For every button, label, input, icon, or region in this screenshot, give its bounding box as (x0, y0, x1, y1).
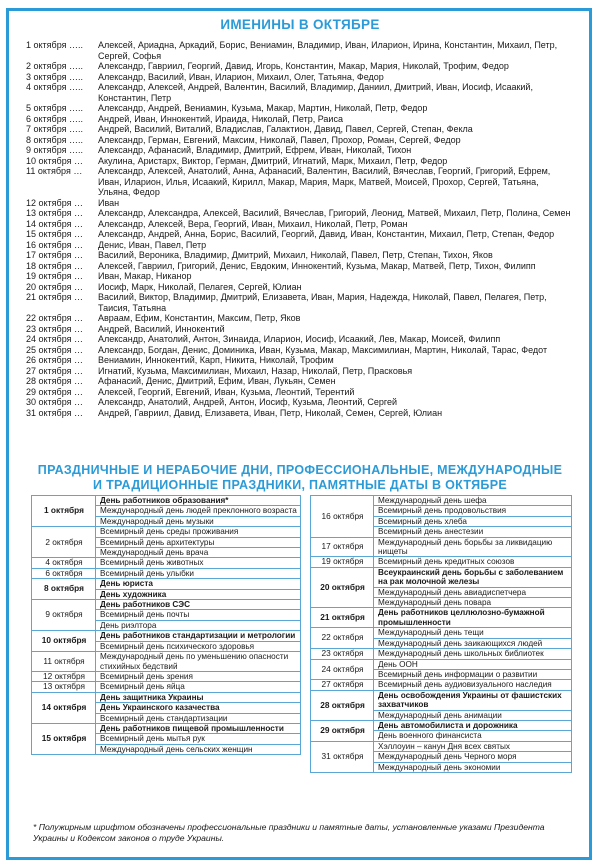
nameday-names: Александр, Богдан, Денис, Доминика, Иван, Кузьма, Макар, Максимилиан, Мартин, Николай, Тарас, Федот (98, 344, 548, 355)
nameday-row (26, 376, 571, 387)
nameday-date: 19 октября … (26, 271, 83, 281)
holiday-row (311, 537, 572, 557)
nameday-date: 7 октября ….. (26, 124, 83, 134)
holidays-table-left (31, 495, 301, 755)
holiday-date: 21 октября (311, 608, 374, 628)
holiday-date: 23 октября (311, 649, 374, 659)
namedays-list (26, 40, 571, 418)
nameday-row (26, 82, 571, 103)
holiday-name: День ООН (374, 659, 572, 669)
nameday-date: 26 октября … (26, 355, 83, 365)
holiday-name: Международный день заикающихся людей (374, 638, 572, 648)
nameday-row (26, 408, 571, 419)
nameday-row (26, 166, 571, 198)
holiday-name: Международный день сельских женщин (96, 744, 301, 754)
holiday-name: Всемирный день информации о развитии (374, 669, 572, 679)
holiday-date: 14 октября (32, 692, 96, 723)
holiday-date: 11 октября (32, 652, 96, 672)
nameday-date: 18 октября … (26, 260, 83, 271)
holiday-name: День риэлтора (96, 620, 301, 630)
nameday-date: 6 октября ….. (26, 113, 83, 124)
holiday-date: 8 октября (32, 579, 96, 600)
nameday-names: Андрей, Василий, Иннокентий (98, 323, 225, 334)
holiday-name: Международный день анимации (374, 710, 572, 720)
holiday-date: 9 октября (32, 600, 96, 631)
holidays-table-right (310, 495, 572, 773)
nameday-row (26, 240, 571, 251)
nameday-row (26, 292, 571, 313)
holiday-name: Международный день по уменьшению опасности стихийных бедствий (96, 652, 301, 672)
holidays-title (0, 463, 600, 493)
holiday-name: Международный день Черного моря (374, 752, 572, 762)
nameday-date: 27 октября … (26, 365, 83, 376)
nameday-row (26, 229, 571, 240)
holiday-name: День работников целлюлозно-бумажной промышленности (374, 608, 572, 628)
nameday-date: 11 октября … (26, 166, 83, 176)
holiday-name: Всемирный день почты (96, 610, 301, 620)
nameday-date: 1 октября ….. (26, 40, 83, 50)
nameday-names: Александр, Анатолий, Андрей, Антон, Иосиф, Кузьма, Леонтий, Сергей (98, 397, 398, 407)
holiday-row (32, 671, 301, 681)
holiday-date: 4 октября (32, 558, 96, 568)
nameday-row (26, 397, 571, 408)
holiday-name: Международный день авиадиспетчера (374, 587, 572, 597)
holiday-name: День работников СЭС (96, 600, 301, 610)
nameday-row (26, 345, 571, 356)
nameday-names: Алексей, Георгий, Евгений, Иван, Кузьма, Леонтий, Терентий (98, 386, 355, 397)
holiday-row (311, 659, 572, 669)
nameday-date: 13 октября … (26, 208, 83, 218)
holiday-row (311, 628, 572, 638)
holiday-date: 19 октября (311, 557, 374, 567)
holiday-name: Международный день борьбы за ликвидацию нищеты (374, 537, 572, 557)
nameday-row (26, 208, 571, 219)
holiday-name: Всемирный день среды проживания (96, 527, 301, 537)
nameday-date: 31 октября … (26, 407, 83, 418)
nameday-names: Александр, Андрей, Вениамин, Кузьма, Макар, Мартин, Николай, Петр, Федор (98, 103, 428, 113)
nameday-names: Александр, Василий, Иван, Иларион, Михаил, Олег, Татьяна, Федор (98, 71, 384, 82)
holiday-name: Всемирный день зрения (96, 671, 301, 681)
nameday-row (26, 366, 571, 377)
nameday-date: 15 октября … (26, 229, 83, 239)
nameday-names: Андрей, Гавриил, Давид, Елизавета, Иван, Петр, Николай, Семен, Сергей, Юлиан (98, 407, 443, 418)
holiday-row (311, 680, 572, 690)
holidays-title-line-2: И ТРАДИЦИОННЫЕ ПРАЗДНИКИ, ПАМЯТНЫЕ ДАТЫ В ОКТЯБРЕ (93, 478, 507, 492)
nameday-date: 10 октября … (26, 155, 83, 166)
holiday-name: Международный день шефа (374, 496, 572, 506)
holiday-name: День работников стандартизации и метрологии (96, 631, 301, 641)
nameday-names: Андрей, Иван, Иннокентий, Ираида, Николай, Петр, Раиса (98, 113, 343, 124)
footnote: * Полужирным шрифтом обозначены профессиональные праздники и памятные даты, установленные указами Президента Украины и Кодексом законов о труде Украины. (33, 822, 545, 843)
holiday-name: День автомобилиста и дорожника (374, 720, 572, 730)
holiday-name: День Украинского казачества (96, 703, 301, 713)
holiday-name: Всемирный день кредитных союзов (374, 557, 572, 567)
holiday-date: 22 октября (311, 628, 374, 649)
holiday-row (311, 690, 572, 710)
holiday-name: Всемирный день улыбки (96, 568, 301, 578)
holiday-row (32, 682, 301, 692)
nameday-row (26, 219, 571, 230)
nameday-names: Иосиф, Марк, Николай, Пелагея, Сергей, Юлиан (98, 281, 302, 292)
holiday-row (32, 723, 301, 733)
nameday-names: Афанасий, Денис, Дмитрий, Ефим, Иван, Лукьян, Семен (98, 376, 336, 386)
holiday-name: Международный день тещи (374, 628, 572, 638)
holiday-name: Всемирный день хлеба (374, 516, 572, 526)
nameday-row (26, 156, 571, 167)
nameday-names: Иван (98, 197, 120, 208)
nameday-date: 17 октября … (26, 250, 83, 260)
nameday-date: 5 октября ….. (26, 103, 83, 113)
nameday-row (26, 145, 571, 156)
nameday-names: Александр, Анатолий, Антон, Зинаида, Иларион, Иосиф, Исаакий, Лев, Макар, Моисей, Филипп (98, 334, 501, 344)
holiday-name: День работников пищевой промышленности (96, 723, 301, 733)
nameday-names: Василий, Виктор, Владимир, Дмитрий, Елизавета, Иван, Мария, Надежда, Николай, Павел, Пелагея, Петр, Таисия, Татьяна (98, 292, 547, 313)
holiday-name: Международный день экономии (374, 762, 572, 772)
nameday-names: Василий, Вероника, Владимир, Дмитрий, Михаил, Николай, Павел, Петр, Степан, Тихон, Яков (98, 250, 493, 260)
nameday-names: Алексей, Гавриил, Григорий, Денис, Евдоким, Иннокентий, Кузьма, Макар, Матвей, Петр, Тихон, Филипп (98, 260, 536, 271)
holiday-name: Всемирный день животных (96, 558, 301, 568)
holiday-name: Всемирный день стандартизации (96, 713, 301, 723)
holiday-row (32, 527, 301, 537)
holiday-name: Всемирный день продовольствия (374, 506, 572, 516)
holiday-name: Всеукраинский день борьбы с заболеванием на рак молочной железы (374, 567, 572, 587)
holiday-name: Всемирный день архитектуры (96, 537, 301, 547)
nameday-date: 21 октября … (26, 292, 83, 302)
holidays-title-line-1: ПРАЗДНИЧНЫЕ И НЕРАБОЧИЕ ДНИ, ПРОФЕССИОНАЛЬНЫЕ, МЕЖДУНАРОДНЫЕ (37, 463, 563, 477)
holiday-row (32, 631, 301, 641)
holiday-date: 16 октября (311, 496, 374, 538)
nameday-names: Денис, Иван, Павел, Петр (98, 239, 207, 250)
holiday-row (32, 652, 301, 672)
nameday-date: 30 октября … (26, 397, 83, 407)
holiday-name: Международный день школьных библиотек (374, 649, 572, 659)
holiday-date: 13 октября (32, 682, 96, 692)
nameday-row (26, 124, 571, 135)
nameday-date: 29 октября … (26, 386, 83, 397)
holiday-name: День юриста (96, 579, 301, 589)
nameday-date: 14 октября … (26, 218, 83, 229)
holiday-row (32, 568, 301, 578)
holiday-name: День художника (96, 589, 301, 599)
holiday-date: 27 октября (311, 680, 374, 690)
holiday-date: 12 октября (32, 671, 96, 681)
nameday-names: Вениамин, Иннокентий, Карп, Никита, Николай, Трофим (98, 355, 334, 365)
nameday-date: 25 октября … (26, 344, 83, 355)
holiday-date: 17 октября (311, 537, 374, 557)
holiday-row (311, 608, 572, 628)
nameday-names: Александр, Герман, Евгений, Максим, Николай, Павел, Прохор, Роман, Сергей, Федор (98, 134, 461, 145)
nameday-names: Александр, Алексей, Вера, Георгий, Иван, Михаил, Николай, Петр, Роман (98, 218, 408, 229)
nameday-names: Александр, Гавриил, Георгий, Давид, Игорь, Константин, Макар, Мария, Николай, Трофим, Федор (98, 61, 509, 71)
nameday-names: Александр, Алексей, Анатолий, Анна, Афанасий, Валентин, Василий, Вячеслав, Георгий, Григорий, Ефрем, Иван, Иларион, Илья, Исаакий, Кирилл, Макар, Мария, Марк, Матвей, Моисей, Прохор, Сергей, Татьяна, Ульяна, Федор (98, 166, 551, 197)
nameday-date: 16 октября … (26, 239, 83, 250)
holiday-name: Международный день повара (374, 598, 572, 608)
nameday-names: Александр, Афанасий, Владимир, Дмитрий, Ефрем, Иван, Николай, Тихон (98, 145, 412, 155)
nameday-date: 20 октября … (26, 281, 83, 292)
holiday-name: Международный день музыки (96, 516, 301, 526)
holiday-date: 28 октября (311, 690, 374, 720)
nameday-names: Александр, Андрей, Анна, Борис, Василий, Георгий, Давид, Иван, Константин, Михаил, Петр, Степан, Федор (98, 229, 555, 239)
holiday-row (311, 649, 572, 659)
holiday-row (311, 720, 572, 730)
holiday-date: 31 октября (311, 741, 374, 772)
nameday-date: 12 октября … (26, 197, 83, 208)
nameday-names: Авраам, Ефим, Константин, Максим, Петр, Яков (98, 313, 301, 323)
nameday-names: Игнатий, Кузьма, Максимилиан, Михаил, Назар, Николай, Петр, Прасковья (98, 365, 413, 376)
holiday-row (32, 496, 301, 506)
holiday-row (311, 496, 572, 506)
nameday-row (26, 355, 571, 366)
nameday-date: 2 октября ….. (26, 61, 83, 71)
holiday-date: 15 октября (32, 723, 96, 754)
nameday-date: 4 октября ….. (26, 82, 83, 92)
nameday-row (26, 198, 571, 209)
nameday-names: Андрей, Василий, Виталий, Владислав, Галактион, Давид, Павел, Сергей, Степан, Фекла (98, 124, 473, 134)
nameday-date: 3 октября ….. (26, 71, 83, 82)
holiday-date: 6 октября (32, 568, 96, 578)
nameday-names: Иван, Макар, Никанор (98, 271, 192, 281)
nameday-row (26, 135, 571, 146)
holiday-date: 24 октября (311, 659, 374, 680)
holiday-name: Всемирный день мытья рук (96, 734, 301, 744)
nameday-names: Акулина, Аристарх, Виктор, Герман, Дмитрий, Игнатий, Марк, Михаил, Петр, Федор (98, 155, 448, 166)
nameday-row (26, 387, 571, 398)
nameday-row (26, 261, 571, 272)
nameday-names: Александр, Александра, Алексей, Василий, Вячеслав, Григорий, Леонид, Матвей, Михаил, Петр, Полина, Семен (98, 208, 571, 218)
nameday-row (26, 282, 571, 293)
nameday-row (26, 250, 571, 261)
holiday-name: День военного финансиста (374, 731, 572, 741)
nameday-date: 23 октября … (26, 323, 83, 334)
holiday-row (32, 692, 301, 702)
holiday-date: 20 октября (311, 567, 374, 608)
holiday-name: День работников образования* (96, 496, 301, 506)
holiday-row (311, 557, 572, 567)
holiday-name: Хэллоуин – канун Дня всех святых (374, 741, 572, 751)
holiday-name: Всемирный день аудиовизуального наследия (374, 680, 572, 690)
holiday-name: Всемирный день яйца (96, 682, 301, 692)
holiday-name: Всемирный день анестезии (374, 527, 572, 537)
holiday-name: День освобождения Украины от фашистских захватчиков (374, 690, 572, 710)
holiday-name: День защитника Украины (96, 692, 301, 702)
nameday-row (26, 271, 571, 282)
nameday-date: 9 октября ….. (26, 145, 83, 155)
holiday-name: Международный день людей преклонного возраста (96, 506, 301, 516)
nameday-row (26, 334, 571, 345)
nameday-date: 8 октября ….. (26, 134, 83, 145)
holiday-row (32, 579, 301, 589)
nameday-row (26, 324, 571, 335)
holiday-name: Всемирный день психического здоровья (96, 641, 301, 651)
holiday-date: 1 октября (32, 496, 96, 527)
holiday-date: 29 октября (311, 720, 374, 741)
nameday-names: Алексей, Ариадна, Аркадий, Борис, Вениамин, Владимир, Иван, Иларион, Ирина, Константин, Михаил, Петр, Сергей, Софья (98, 40, 558, 61)
nameday-date: 28 октября … (26, 376, 83, 386)
holiday-row (311, 567, 572, 587)
nameday-row (26, 103, 571, 114)
holiday-name: Международный день врача (96, 548, 301, 558)
nameday-row (26, 114, 571, 125)
holiday-row (311, 741, 572, 751)
nameday-date: 24 октября … (26, 334, 83, 344)
nameday-date: 22 октября … (26, 313, 83, 323)
nameday-row (26, 72, 571, 83)
nameday-row (26, 313, 571, 324)
holiday-row (32, 600, 301, 610)
holiday-date: 10 октября (32, 631, 96, 652)
nameday-row (26, 61, 571, 72)
holiday-date: 2 октября (32, 527, 96, 558)
nameday-names: Александр, Алексей, Андрей, Валентин, Василий, Владимир, Даниил, Дмитрий, Иван, Иосиф, Исаакий, Константин, Петр (98, 82, 533, 103)
nameday-row (26, 40, 571, 61)
holiday-row (32, 558, 301, 568)
namedays-title: ИМЕНИНЫ В ОКТЯБРЕ (220, 17, 380, 32)
